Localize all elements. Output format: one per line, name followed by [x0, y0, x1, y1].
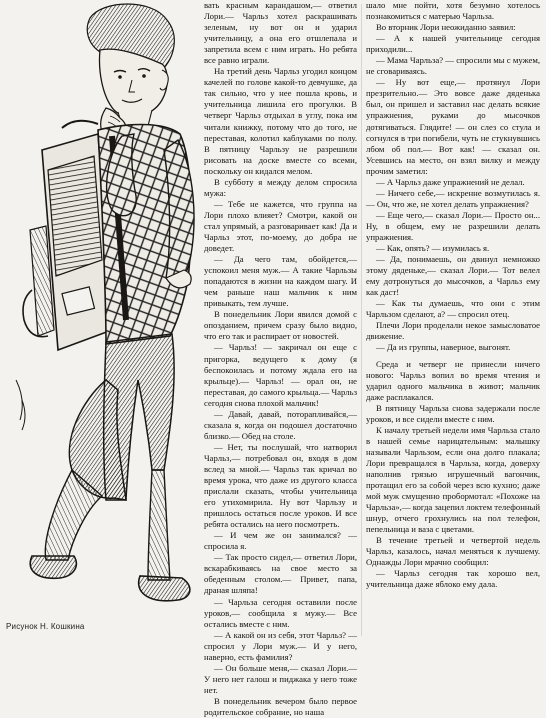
paragraph: — Мама Чарльза? — спросили мы с мужем, не сговариваясь. — [366, 55, 540, 77]
illustration-credit: Рисунок Н. Кошкина — [6, 622, 85, 631]
paragraph: Во вторник Лори неожиданно заявил: — [376, 22, 516, 33]
text-column-1 — [204, 0, 357, 717]
paragraph: К началу третьей недели имя Чарльза стало в нашей семье нарицательным: малышку называли Чарльзом, если она долго плакала; Лори превращался в Чарльза, когда, доверху наполнив грязью игрушечный вагончик, протащил его за собой через всю кухню; даже мой муж смущенно пробормотал: «Похоже на Чарльза»,— когда зацепил локтем телефонный шнур, отчего грохнулись на пол телефон, пепельница и ваза с цветами. — [366, 424, 540, 535]
paragraph: На третий день Чарльз угодил концом качелей по голове какой-то девчушке, да так сильно, что у нее пошла кровь, и учительница лишила его прогулки. В четверг Чарльз отдыхал в углу, пока им читали книжку, потому что до того, не переставая, колотил каблуками по полу. В пятницу Чарльзу не разрешили рисовать на доске вместе со всеми, поскольку он кидался мелом. — [204, 66, 357, 176]
paragraph: Среда и четверг не принесли ничего нового: Чарльз вопил во время чтения и ударил одного мальчика в живот; мальчик даже расплакался. — [366, 358, 540, 402]
paragraph: — Как, опять? — изумилась я. — [376, 243, 490, 254]
paragraph: шало мне пойти, хотя безумно хотелось познакомиться с матерью Чарльза. — [366, 0, 540, 22]
paragraph: — Чарльз сегодня так хорошо вел, учительница даже яблоко ему дала. — [366, 568, 540, 590]
paragraph: В течение третьей и четвертой недель Чарльз, казалось, начал меняться к лучшему. Однажды Лори мрачно сообщил: — [366, 535, 540, 568]
paragraph: — Нет, ты послушай, что натворил Чарльз,— потребовал он, входя в дом вслед за мной.— Чарльз так кричал во время урока, что даже из другого класса прислали сказать, чтобы учительница его утихомирила. Ну вот Чарльзу и пришлось остаться после уроков. И все ребята остались на него посмотреть. — [204, 441, 357, 530]
boy-drawing-icon — [2, 0, 202, 618]
paragraph: — Ну вот еще,— протянул Лори презрительно.— Это вовсе даже дяденька был, он пришел и заставил нас делать всякие упражнения, руками до мысочков дотягиваться. Глядите! — он слез со стула и согнулся в три погибели, чуть не стукнувшись лбом об пол.— Вот как! — сказал он. Усевшись на место, он взял вилку и между прочим заметил: — [366, 77, 540, 176]
paragraph: Плечи Лори проделали некое замысловатое движение. — [366, 320, 540, 342]
paragraph: — А какой он из себя, этот Чарльз? — спросил у Лори муж.— И у него, наверно, есть фамилия? — [204, 629, 357, 662]
paragraph: В понедельник Лори явился домой с опозданием, причем сразу было видно, что его так и распирает от новостей. — [204, 309, 357, 342]
paragraph: — А Чарльз даже упражнений не делал. — [376, 176, 525, 187]
paragraph: — А к нашей учительнице сегодня приходили... — [366, 33, 540, 55]
text-column-2 — [366, 0, 540, 640]
column-divider — [361, 4, 362, 636]
paragraph: — Чарльза сегодня оставили после уроков,— сообщила я мужу.— Все остались вместе с ним. — [204, 596, 357, 629]
paragraph: — Давай, давай, поторапливайся,— сказала я, когда он подошел достаточно близко.— Обед на столе. — [204, 408, 357, 441]
paragraph: — Ничего себе,— искренне возмутилась я.— Он, что же, не хотел делать упражнения? — [366, 187, 540, 209]
paragraph: — Он больше меня,— сказал Лори.— У него нет галош и пиджака у него тоже нет. — [204, 662, 357, 695]
paragraph: — Так просто сидел,— ответил Лори, вскарабкиваясь на свое место за обеденным столом.— Привет, папа, драная шляпа! — [204, 552, 357, 596]
paragraph: В пятницу Чарльза снова задержали после уроков, и все сидели вместе с ним. — [366, 402, 540, 424]
paragraph: В понедельник вечером было первое родительское собрание, но наша — [204, 695, 357, 717]
illustration-boy-with-backpack — [2, 0, 202, 618]
paragraph: — Да чего там, обойдется,— успокоил меня муж.— А такие Чарльзы попадаются в жизни на каждом шагу. И чем раньше наш мальчик к ним привыкать, тем лучше. — [204, 254, 357, 309]
paragraph: — Да из группы, наверное, выгонят. — [376, 342, 511, 353]
paragraph: В субботу я между делом спросила мужа: — [204, 176, 357, 198]
paragraph: — Чарльз! — закричал он еще с пригорка, ведущего к дому (я беспокоилась и потому ждала его на крыльце).— Чарльз! — орал он, не переставая, до самого крыльца.— Чарльз сегодня снова плохой мальчик! — [204, 342, 357, 408]
paragraph: — Тебе не кажется, что группа на Лори плохо влияет? Смотри, какой он стал упрямый, а разговаривает как! Да и Чарльз этот, по-моему, до добра не доведет. — [204, 198, 357, 254]
paragraph: — И чем же он занимался? — спросила я. — [204, 530, 357, 552]
paragraph: вать красным карандашом,— ответил Лори.— Чарльз хотел раскрашивать зеленым, ну вот он и ударил учительницу, а она его отшлепала и запретила всем с ним играть. Но ребята все равно играли. — [204, 0, 357, 66]
paragraph: — Да, понимаешь, он двинул немножко этому дяденьке,— сказал Лори.— Тот велел ему дотронуться до мысочков, а Чарльз ему как даст! — [366, 254, 540, 298]
paragraph: — Еще чего,— сказал Лори.— Просто он... Ну, в общем, ему не разрешили делать упражнения. — [366, 209, 540, 242]
paragraph: — Как ты думаешь, что они с этим Чарльзом сделают, а? — спросил отец. — [366, 298, 540, 320]
